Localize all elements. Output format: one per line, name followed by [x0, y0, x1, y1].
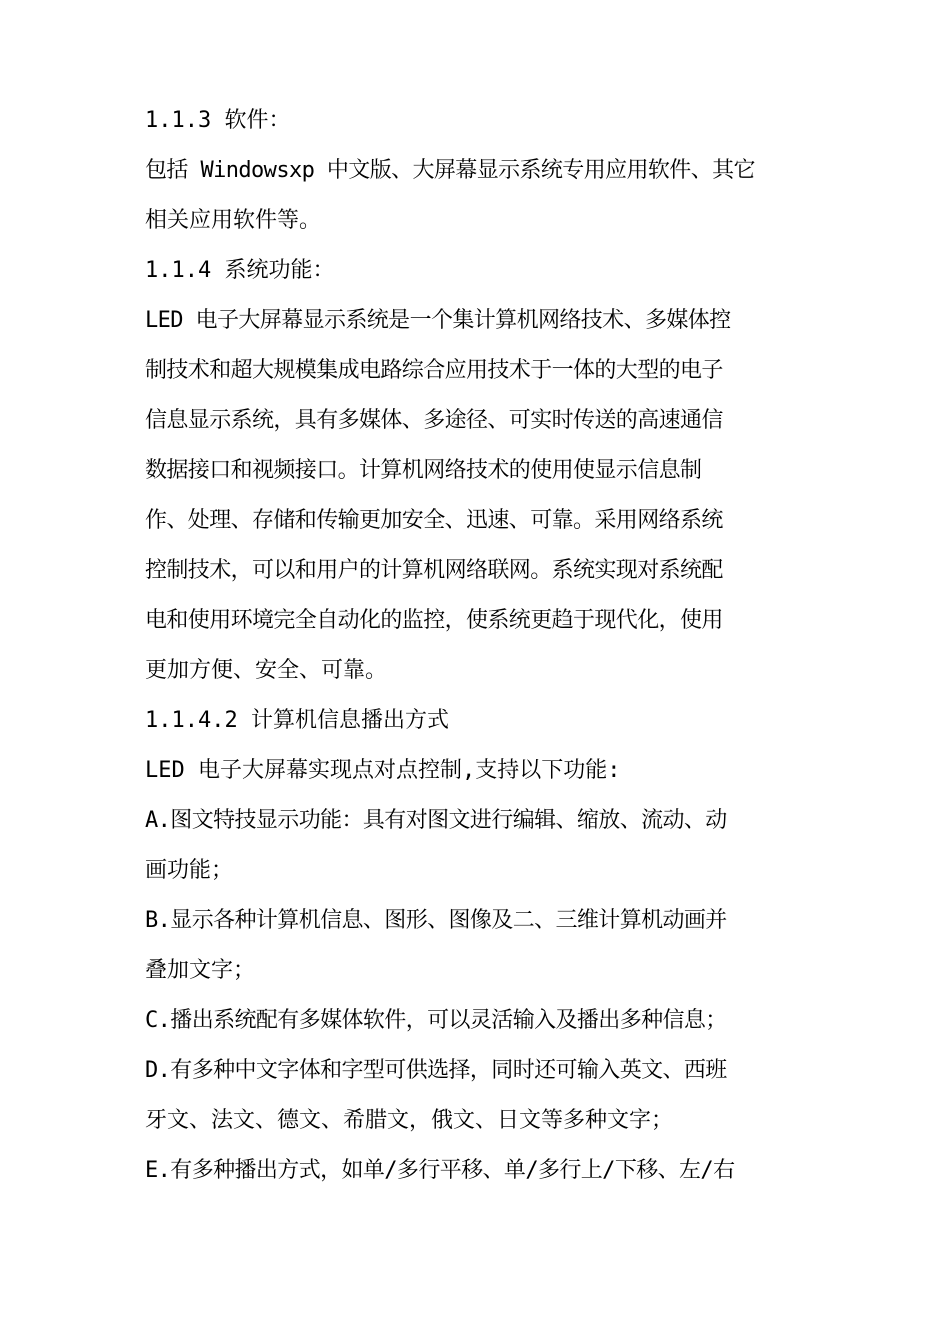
- paragraph-line: 信息显示系统，具有多媒体、多途径、可实时传送的高速通信: [145, 408, 723, 433]
- list-item-a-continued: 画功能；: [145, 858, 234, 883]
- paragraph-line: 电和使用环境完全自动化的监控，使系统更趋于现代化，使用: [145, 608, 723, 633]
- paragraph-line: 控制技术，可以和用户的计算机网络联网。系统实现对系统配: [145, 558, 723, 583]
- paragraph-line: LED 电子大屏幕实现点对点控制,支持以下功能:: [145, 758, 621, 783]
- paragraph-line: 更加方便、安全、可靠。: [145, 658, 388, 683]
- list-item-e: E.有多种播出方式，如单/多行平移、单/多行上/下移、左/右: [145, 1158, 735, 1183]
- document-body: [145, 96, 795, 1196]
- list-item-b: B.显示各种计算机信息、图形、图像及二、三维计算机动画并: [145, 908, 727, 933]
- paragraph-line: 包括 Windowsxp 中文版、大屏幕显示系统专用应用软件、其它: [145, 158, 755, 183]
- paragraph-line: 制技术和超大规模集成电路综合应用技术于一体的大型的电子: [145, 358, 723, 383]
- paragraph-line: LED 电子大屏幕显示系统是一个集计算机网络技术、多媒体控: [145, 308, 731, 333]
- list-item-b-continued: 叠加文字；: [145, 958, 256, 983]
- paragraph-line: 相关应用软件等。: [145, 208, 322, 233]
- section-heading-broadcast-mode: 1.1.4.2 计算机信息播出方式: [145, 708, 449, 733]
- paragraph-line: 作、处理、存储和传输更加安全、迅速、可靠。采用网络系统: [145, 508, 723, 533]
- list-item-d: D.有多种中文字体和字型可供选择，同时还可输入英文、西班: [145, 1058, 727, 1083]
- list-item-a: A.图文特技显示功能：具有对图文进行编辑、缩放、流动、动: [145, 808, 727, 833]
- paragraph-line: 数据接口和视频接口。计算机网络技术的使用使显示信息制: [145, 458, 702, 483]
- section-heading-software: 1.1.3 软件：: [145, 108, 291, 133]
- list-item-c: C.播出系统配有多媒体软件，可以灵活输入及播出多种信息；: [145, 1008, 727, 1033]
- list-item-d-continued: 牙文、法文、德文、希腊文，俄文、日文等多种文字；: [145, 1108, 674, 1133]
- section-heading-system-function: 1.1.4 系统功能：: [145, 258, 335, 283]
